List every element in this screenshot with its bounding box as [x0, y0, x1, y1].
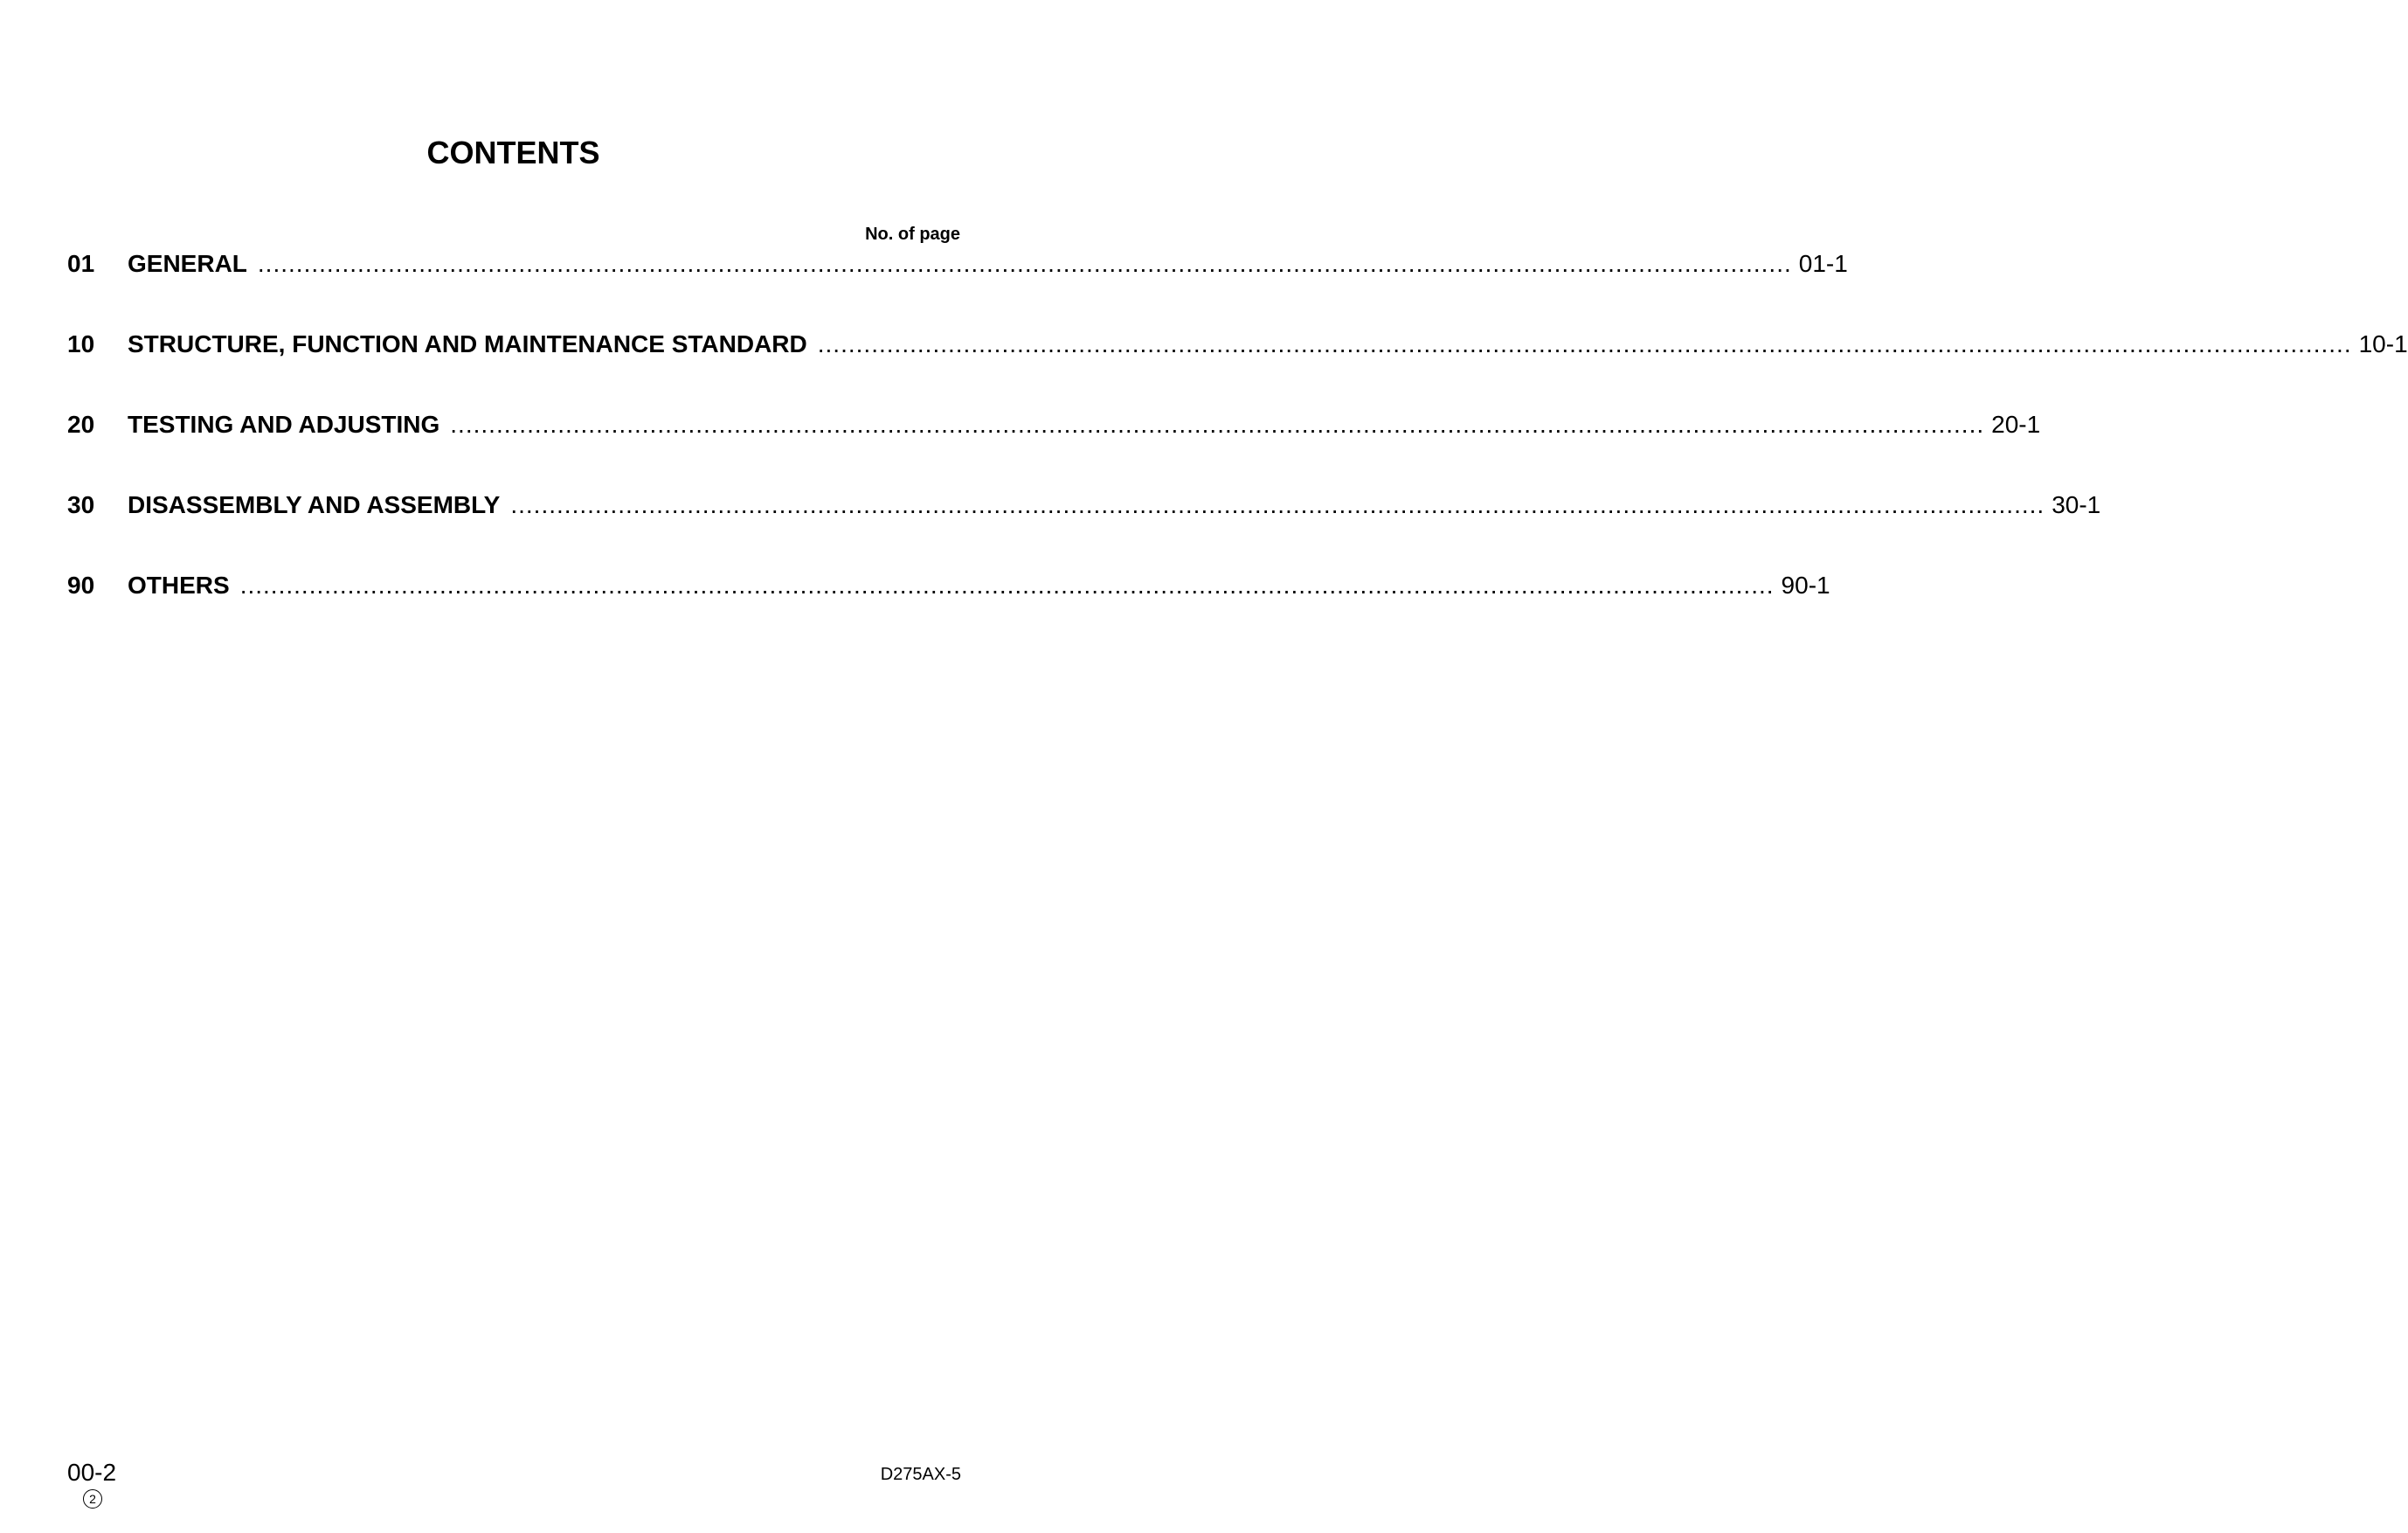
toc-row-structure[interactable] [67, 327, 2408, 362]
revision-mark: 2 [83, 1489, 102, 1509]
toc-section-title: DISASSEMBLY AND ASSEMBLY [128, 491, 501, 518]
page-title: CONTENTS [426, 135, 600, 170]
toc-section-title: STRUCTURE, FUNCTION AND MAINTENANCE STANDARD [128, 330, 807, 357]
toc-page-ref: 01-1 [1798, 250, 1848, 277]
toc-page-ref: 20-1 [1991, 411, 2041, 438]
dot-leader: ........................................................................................................................................................................................................ [257, 250, 1792, 277]
toc-page-ref: 10-1 [2358, 330, 2408, 357]
footer-page-number: 00-2 [67, 1459, 117, 1486]
toc-section-number: 10 [67, 330, 95, 357]
toc-row-others[interactable] [67, 568, 1830, 603]
toc-section-title: GENERAL [128, 250, 247, 277]
dot-leader: ........................................................................................................................................................................................................ [817, 330, 2352, 357]
toc-section-number: 90 [67, 572, 95, 599]
toc-section-number: 30 [67, 491, 95, 518]
toc-section-title: OTHERS [128, 572, 230, 599]
page-column-header: No. of page [865, 225, 960, 244]
toc-row-testing[interactable] [67, 407, 2041, 442]
toc-page-ref: 90-1 [1781, 572, 1830, 599]
dot-leader: ........................................................................................................................................................................................................ [510, 491, 2045, 518]
dot-leader: ........................................................................................................................................................................................................ [450, 411, 1985, 438]
toc-section-title: TESTING AND ADJUSTING [128, 411, 440, 438]
toc-section-number: 20 [67, 411, 95, 438]
toc-row-disassembly[interactable] [67, 488, 2101, 523]
footer-model-number: D275AX-5 [880, 1465, 961, 1484]
toc-section-number: 01 [67, 250, 95, 277]
toc-row-general[interactable] [67, 246, 1848, 281]
dot-leader: ........................................................................................................................................................................................................ [239, 572, 1775, 599]
toc-page-ref: 30-1 [2052, 491, 2101, 518]
